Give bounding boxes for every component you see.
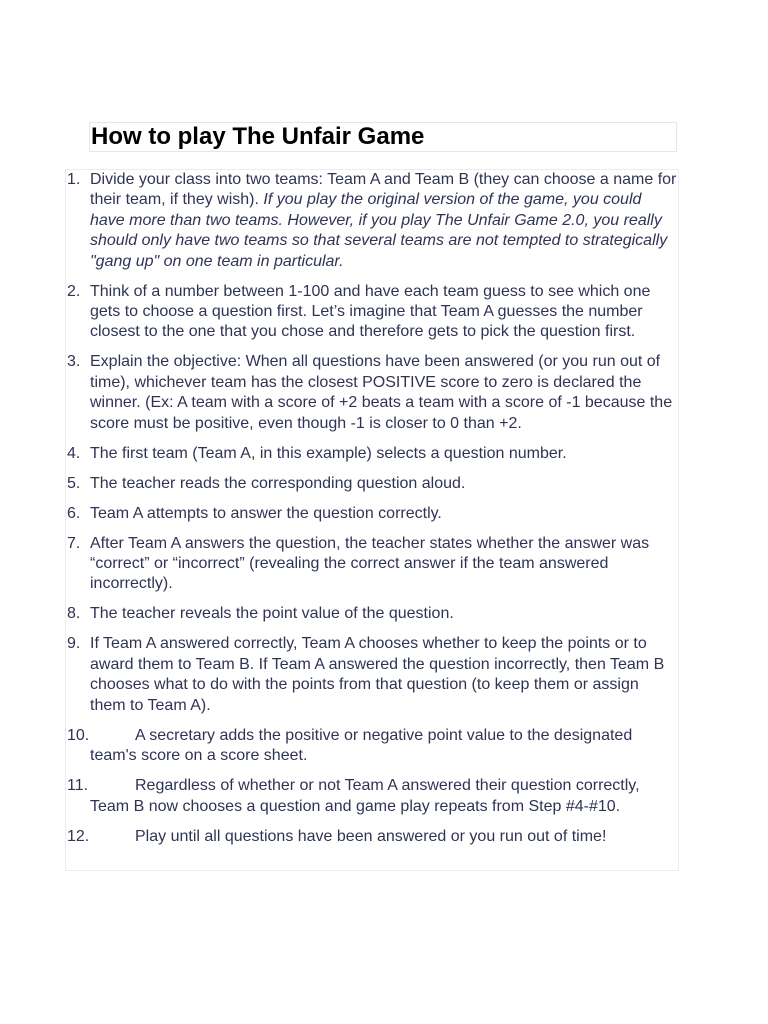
step-note: If you play the original version of the game, you could have more than two teams. However, if you play The Unfair Game 2.0, you really should only have two teams so that several teams are not tempted to strategically "gang up" on one team in particular. bbox=[90, 191, 668, 270]
list-item bbox=[66, 282, 678, 343]
step-number: 12. bbox=[67, 827, 90, 845]
list-item bbox=[66, 776, 678, 817]
step-text: If Team A answered correctly, Team A chooses whether to keep the points or to award them to Team B. If Team A answered the question incorrectly, then Team B chooses what to do with the points from that question (to keep them or assign them to Team A). bbox=[90, 635, 665, 714]
list-item bbox=[66, 534, 678, 595]
step-text: Play until all questions have been answered or you run out of time! bbox=[135, 827, 607, 845]
step-number: 6. bbox=[67, 504, 81, 522]
list-item bbox=[66, 634, 678, 716]
list-item bbox=[66, 352, 678, 434]
step-text: Divide your class into two teams: Team A and Team B (they can choose a name for their team, if they wish). bbox=[90, 171, 677, 209]
list-item bbox=[66, 444, 678, 464]
step-text: Team A attempts to answer the question correctly. bbox=[90, 504, 442, 522]
list-item bbox=[66, 170, 678, 272]
list-item bbox=[66, 474, 678, 494]
step-number: 1. bbox=[67, 171, 81, 188]
step-number: 8. bbox=[67, 605, 81, 623]
step-text: Regardless of whether or not Team A answered their question correctly, Team B now chooses a question and game play repeats from Step #4-#10. bbox=[90, 777, 640, 815]
list-item bbox=[66, 726, 678, 767]
step-number: 4. bbox=[67, 444, 81, 462]
step-number: 9. bbox=[67, 635, 81, 653]
list-item bbox=[66, 604, 678, 624]
step-number: 2. bbox=[67, 282, 81, 300]
steps-list bbox=[66, 170, 678, 857]
step-text: Explain the objective: When all questions have been answered (or you run out of time), whichever team has the closest POSITIVE score to zero is declared the winner. (Ex: A team with a score of +2 beats a team with a score of -1 because the score must be positive, even though -1 is closer to 0 than +2. bbox=[90, 353, 673, 432]
step-text: A secretary adds the positive or negative point value to the designated team's score on a score sheet. bbox=[90, 726, 633, 765]
step-text: The first team (Team A, in this example) selects a question number. bbox=[90, 444, 567, 462]
step-number: 7. bbox=[67, 534, 81, 552]
step-number: 11. bbox=[67, 777, 89, 795]
page-title: How to play The Unfair Game bbox=[91, 123, 425, 150]
step-text: Think of a number between 1-100 and have each team guess to see which one gets to choose a question first. Let’s imagine that Team A guesses the number closest to the one that you chose and therefore gets to pick the question first. bbox=[90, 282, 651, 341]
step-number: 10. bbox=[67, 726, 90, 744]
list-item bbox=[66, 504, 678, 524]
step-text: After Team A answers the question, the teacher states whether the answer was “correct” or “incorrect” (revealing the correct answer if the team answered incorrectly). bbox=[90, 534, 650, 593]
step-number: 5. bbox=[67, 474, 81, 492]
step-text: The teacher reveals the point value of the question. bbox=[90, 605, 454, 623]
list-item bbox=[66, 827, 678, 847]
step-text: The teacher reads the corresponding question aloud. bbox=[90, 474, 466, 492]
step-number: 3. bbox=[67, 353, 81, 371]
